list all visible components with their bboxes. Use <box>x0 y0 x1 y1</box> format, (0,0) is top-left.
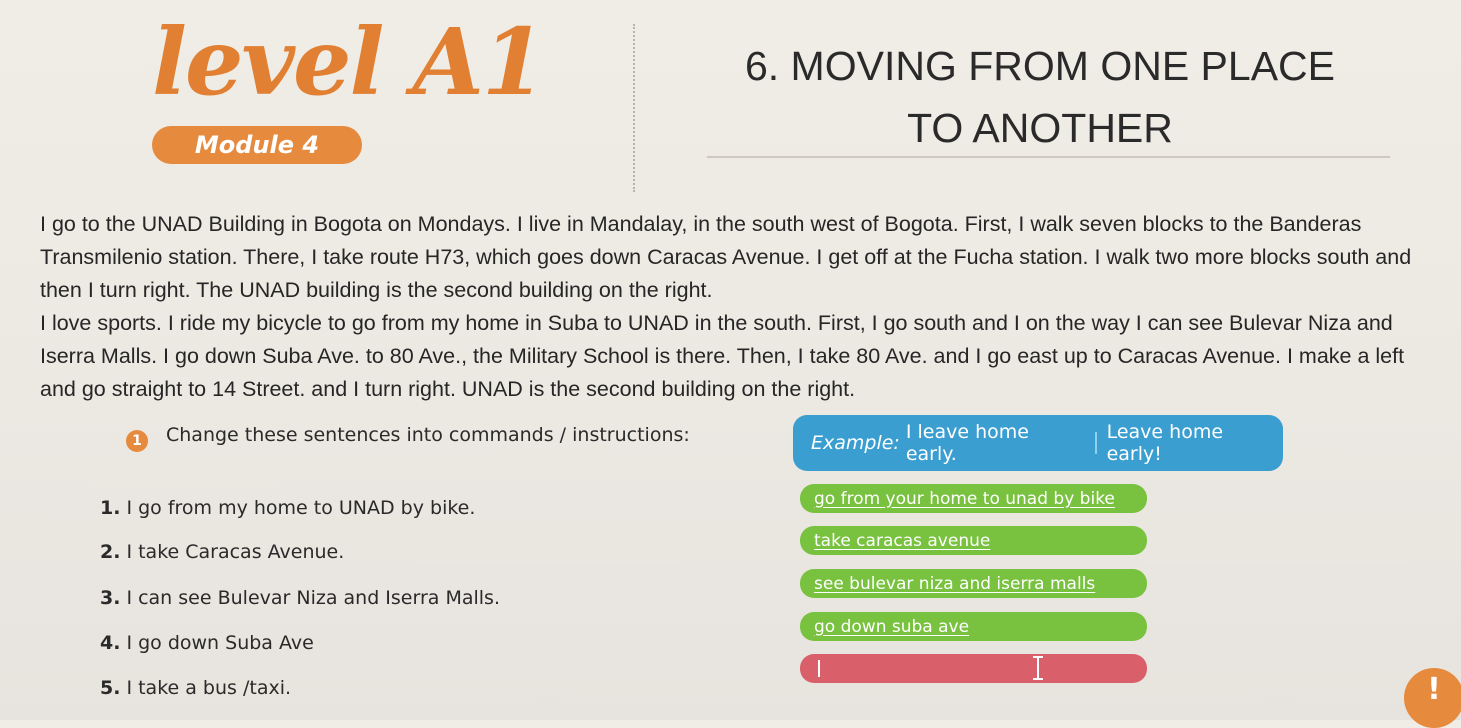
answer-input-5[interactable] <box>800 654 1147 683</box>
exercise-item-1 <box>100 497 475 519</box>
level-title: level A1 <box>152 8 544 116</box>
exercise-item-4 <box>100 632 314 654</box>
example-label: Example: <box>811 432 900 454</box>
title-underline <box>707 156 1390 158</box>
header-divider <box>633 24 635 192</box>
item-sentence: I can see Bulevar Niza and Iserra Malls. <box>126 587 500 609</box>
example-sentence: I leave home early. <box>905 421 1029 465</box>
exercise-number-badge: 1 <box>126 430 148 452</box>
exercise-item-5 <box>100 677 291 699</box>
example-separator <box>1095 432 1097 454</box>
reading-paragraph-1: I go to the UNAD Building in Bogota on Mondays. I live in Mandalay, in the south west of Bogota. First, I walk seven blocks to the Banderas Transmilenio station. There, I take route H73, which goes down Caracas Avenue. I get off at the Fucha station. I walk two more blocks south and then I turn right. The UNAD building is the second building on the right. <box>40 212 1412 302</box>
module-label: Module 4 <box>194 131 320 159</box>
text-caret <box>818 660 820 677</box>
item-sentence: I take a bus /taxi. <box>126 677 292 699</box>
exercise-instruction: Change these sentences into commands / instructions: <box>166 424 690 446</box>
ibeam-cursor-icon <box>1032 656 1044 680</box>
item-sentence: I go from my home to UNAD by bike. <box>126 497 476 519</box>
answer-input-1[interactable]: go from your home to unad by bike <box>800 484 1147 513</box>
alert-icon[interactable]: ! <box>1404 668 1461 728</box>
example-answer: Leave home early! <box>1106 421 1224 465</box>
item-number: 2. <box>100 541 121 563</box>
item-sentence: I go down Suba Ave <box>126 632 314 654</box>
item-number: 1. <box>100 497 121 519</box>
exercise-item-3 <box>100 587 500 609</box>
example-box <box>793 415 1283 471</box>
reading-paragraph-2: I love sports. I ride my bicycle to go from my home in Suba to UNAD in the south. First, I go south and I on the way I can see Bulevar Niza and Iserra Malls. I go down Suba Ave. to 80 Ave., the Military School is there. Then, I take 80 Ave. and I go east up to Caracas Avenue. I make a left and go straight to 14 Street. and I turn right. UNAD is the second building on the right. <box>40 311 1405 401</box>
item-number: 3. <box>100 587 121 609</box>
unit-title-line1: 6. MOVING FROM ONE PLACE <box>744 43 1336 89</box>
answer-input-4[interactable]: go down suba ave <box>800 612 1147 641</box>
module-badge <box>152 126 362 164</box>
answer-input-2[interactable]: take caracas avenue <box>800 526 1147 555</box>
item-number: 5. <box>100 677 121 699</box>
answer-input-3[interactable]: see bulevar niza and iserra malls <box>800 569 1147 598</box>
unit-title <box>690 36 1390 159</box>
exercise-item-2 <box>100 541 344 563</box>
item-number: 4. <box>100 632 121 654</box>
item-sentence: I take Caracas Avenue. <box>126 541 345 563</box>
unit-title-line2: TO ANOTHER <box>907 104 1173 151</box>
